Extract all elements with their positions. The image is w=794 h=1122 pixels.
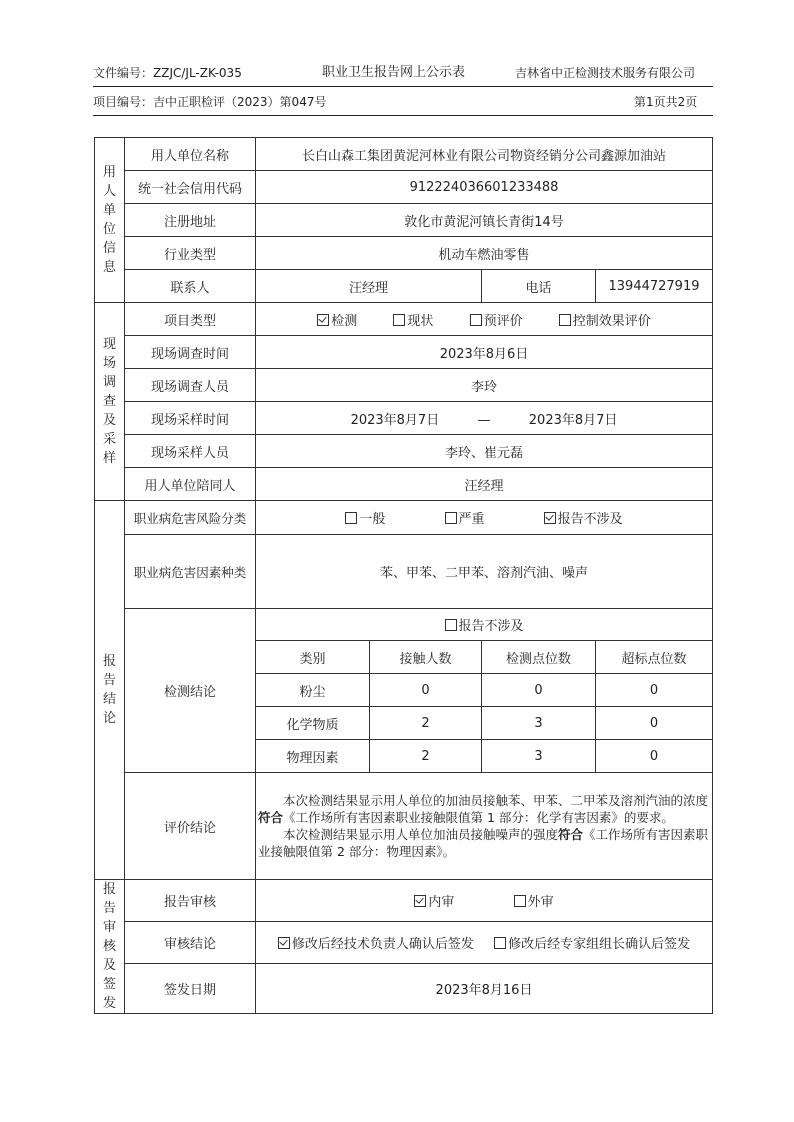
option-severe[interactable]	[445, 508, 485, 527]
sampling-separator: —	[477, 412, 491, 428]
row-category: 粉尘	[256, 674, 370, 707]
checkbox-severe[interactable]	[445, 512, 457, 524]
option-tech-lead-label: 修改后经技术负责人确认后签发	[291, 937, 474, 953]
section-employer: 用 人 单 位 信 息	[95, 138, 125, 303]
contact: 汪经理	[256, 270, 482, 303]
option-internal[interactable]	[414, 891, 454, 910]
surveyors: 李玲	[256, 369, 713, 402]
doc-number-label: 文件编号：	[93, 66, 154, 80]
header-rule-2	[93, 115, 713, 116]
detection-label: 检测结论	[125, 609, 256, 773]
option-detection-not-involved-label: 报告不涉及	[458, 619, 524, 634]
option-detection-label: 检测	[331, 313, 358, 329]
option-risk-not-involved-label: 报告不涉及	[557, 512, 623, 527]
checkbox-expert-lead[interactable]	[494, 937, 506, 949]
result-options	[256, 922, 713, 964]
col-exceeded: 超标点位数	[596, 641, 713, 674]
option-general[interactable]	[345, 508, 385, 527]
eval-p1-verdict: 符合	[258, 810, 284, 825]
row-category: 物理因素	[256, 740, 370, 773]
option-detection[interactable]	[317, 310, 357, 329]
row-exceeded: 0	[596, 707, 713, 740]
industry: 机动车燃油零售	[256, 237, 713, 270]
surveyors-label: 现场调查人员	[125, 369, 256, 402]
row-exposed: 0	[370, 674, 482, 707]
col-category: 类别	[256, 641, 370, 674]
eval-p1-text: 本次检测结果显示用人单位的加油员接触苯、甲苯、二甲苯及溶剂汽油的浓度	[283, 793, 709, 808]
checkbox-detection-not-involved[interactable]	[445, 619, 457, 631]
row-exceeded: 0	[596, 674, 713, 707]
samplers: 李玲、崔元磊	[256, 435, 713, 468]
row-exceeded: 0	[596, 740, 713, 773]
project-type-label: 项目类型	[125, 303, 256, 336]
doc-number	[93, 66, 242, 80]
checkbox-general[interactable]	[345, 512, 357, 524]
eval-p2-text: 本次检测结果显示用人单位加油员接触噪声的强度	[283, 827, 559, 842]
checkbox-risk-not-involved[interactable]	[544, 512, 556, 524]
eval-text	[256, 773, 713, 880]
sampling-end: 2023年8月7日	[528, 412, 618, 428]
checkbox-pre-evaluation[interactable]	[470, 314, 482, 326]
option-expert-lead[interactable]	[494, 933, 690, 952]
option-tech-lead[interactable]	[278, 933, 474, 952]
option-general-label: 一般	[359, 512, 386, 527]
checkbox-status[interactable]	[393, 314, 405, 326]
factors: 苯、甲苯、二甲苯、溶剂汽油、噪声	[256, 535, 713, 609]
option-risk-not-involved[interactable]	[544, 508, 623, 527]
option-internal-label: 内审	[428, 895, 455, 911]
option-status[interactable]	[393, 310, 433, 329]
option-severe-label: 严重	[458, 512, 485, 527]
eval-paragraph-1	[258, 792, 710, 826]
option-control-effect[interactable]	[559, 310, 651, 329]
option-control-effect-label: 控制效果评价	[572, 313, 651, 329]
company-name: 吉林省中正检测技术服务有限公司	[515, 66, 696, 80]
option-pre-evaluation-label: 预评价	[483, 313, 523, 329]
checkbox-external[interactable]	[514, 895, 526, 907]
option-pre-evaluation[interactable]	[470, 310, 523, 329]
survey-time: 2023年8月6日	[256, 336, 713, 369]
option-external[interactable]	[514, 891, 554, 910]
employer-name: 长白山森工集团黄泥河林业有限公司物资经销分公司鑫源加油站	[256, 138, 713, 171]
eval-label: 评价结论	[125, 773, 256, 880]
option-detection-not-involved[interactable]	[445, 615, 524, 634]
samplers-label: 现场采样人员	[125, 435, 256, 468]
credit-code: 912224036601233488	[256, 171, 713, 204]
survey-time-label: 现场调查时间	[125, 336, 256, 369]
checkbox-tech-lead[interactable]	[278, 937, 290, 949]
checkbox-control-effect[interactable]	[559, 314, 571, 326]
issue-date: 2023年8月16日	[256, 964, 713, 1014]
row-points: 0	[482, 674, 596, 707]
phone: 13944727919	[596, 270, 713, 303]
industry-label: 行业类型	[125, 237, 256, 270]
address-label: 注册地址	[125, 204, 256, 237]
eval-p1-standard: 《工作场所有害因素职业接触限值第 1 部分：化学有害因素》的要求。	[283, 810, 674, 825]
row-points: 3	[482, 740, 596, 773]
project-number-value: 吉中正职检评（2023）第047号	[153, 95, 327, 109]
escort-label: 用人单位陪同人	[125, 468, 256, 501]
project-number	[93, 95, 326, 109]
contact-label: 联系人	[125, 270, 256, 303]
address: 敦化市黄泥河镇长青街14号	[256, 204, 713, 237]
employer-name-label: 用人单位名称	[125, 138, 256, 171]
option-external-label: 外审	[527, 895, 554, 911]
row-category: 化学物质	[256, 707, 370, 740]
sampling-start: 2023年8月7日	[350, 412, 440, 428]
eval-paragraph-2	[258, 826, 710, 860]
page-indicator: 第1页共2页	[634, 95, 698, 109]
eval-p2-verdict: 符合	[558, 827, 584, 842]
section-survey: 现 场 调 查 及 采 样	[95, 303, 125, 501]
project-number-label: 项目编号：	[93, 95, 154, 109]
row-exposed: 2	[370, 740, 482, 773]
option-status-label: 现状	[407, 313, 434, 329]
col-exposed: 接触人数	[370, 641, 482, 674]
risk-options	[256, 501, 713, 535]
col-points: 检测点位数	[482, 641, 596, 674]
sampling-time	[256, 402, 713, 435]
credit-code-label: 统一社会信用代码	[125, 171, 256, 204]
checkbox-detection[interactable]	[317, 314, 329, 326]
result-label: 审核结论	[125, 922, 256, 964]
review-options	[256, 880, 713, 922]
factors-label: 职业病危害因素种类	[125, 535, 256, 609]
detection-not-involved	[256, 609, 713, 641]
doc-number-value: ZZJC/JL-ZK-035	[153, 66, 242, 80]
disclosure-form	[94, 137, 713, 1014]
section-conclusion: 报 告 结 论	[95, 501, 125, 880]
row-exposed: 2	[370, 707, 482, 740]
row-points: 3	[482, 707, 596, 740]
page-title: 职业卫生报告网上公示表	[322, 65, 466, 80]
project-type-options	[256, 303, 713, 336]
phone-label: 电话	[482, 270, 596, 303]
header-rule	[93, 86, 713, 87]
sampling-time-label: 现场采样时间	[125, 402, 256, 435]
option-expert-lead-label: 修改后经专家组组长确认后签发	[508, 937, 691, 953]
eval-p2-standard: 《工作场所有害因素职业接触限值第 2 部分：物理因素》。	[258, 827, 709, 859]
checkbox-internal[interactable]	[414, 895, 426, 907]
review-label: 报告审核	[125, 880, 256, 922]
risk-label: 职业病危害风险分类	[125, 501, 256, 535]
escort: 汪经理	[256, 468, 713, 501]
section-review: 报 告 审 核 及 签 发	[95, 880, 125, 1014]
issue-date-label: 签发日期	[125, 964, 256, 1014]
